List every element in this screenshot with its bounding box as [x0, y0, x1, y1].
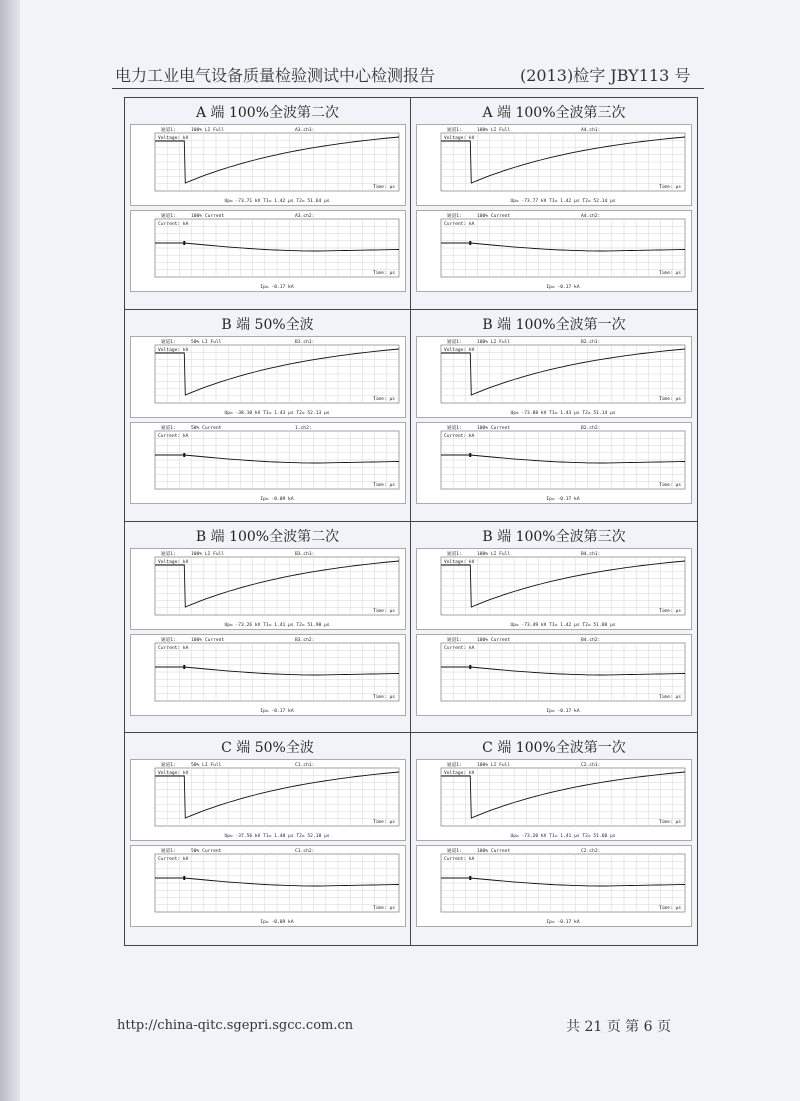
time-unit-label: Time: μs — [372, 608, 395, 614]
time-unit-label: Time: μs — [372, 482, 395, 488]
record-label: 通道1: — [447, 339, 462, 345]
record-label: 通道1: — [447, 849, 462, 855]
record-name: 100% Current — [477, 849, 511, 855]
channel-label: A3.ch1: — [295, 128, 315, 133]
measurement-readout: Up= -73.71 kV T1= 1.42 μs T2= 51.64 μs — [224, 199, 330, 204]
test-title: B 端 100%全波第一次 — [482, 316, 626, 333]
report-title: 电力工业电气设备质量检验测试中心检测报告 — [115, 66, 436, 85]
test-cell — [125, 733, 411, 945]
record-label: 通道1: — [447, 214, 462, 219]
plot-grid — [155, 219, 399, 277]
channel-label: A3.ch2: — [295, 214, 315, 219]
voltage-plot — [416, 548, 692, 630]
time-unit-label: Time: μs — [372, 820, 395, 826]
unit-label: Current: kA — [444, 433, 475, 439]
channel-label: C1.ch1: — [295, 763, 315, 769]
record-label: 通道1: — [161, 849, 176, 855]
measurement-readout: Ip= -0.17 kA — [260, 285, 294, 290]
plot-grid — [155, 557, 399, 615]
channel-label: A4.ch2: — [581, 214, 601, 219]
footer-page-number: 共 21 页 第 6 页 — [566, 1019, 671, 1035]
channel-label: B2.ch1: — [581, 339, 601, 345]
record-label: 通道1: — [161, 339, 176, 345]
record-label: 通道1: — [447, 128, 462, 133]
test-cell — [125, 98, 411, 310]
unit-label: Voltage: kV — [158, 559, 189, 565]
cursor-marker — [469, 876, 471, 880]
measurement-readout: Up= -73.20 kV T1= 1.41 μs T2= 51.60 μs — [510, 834, 616, 840]
measurement-readout: Ip= -0.17 kA — [546, 708, 580, 714]
unit-label: Current: kA — [158, 222, 189, 227]
unit-label: Voltage: kV — [158, 347, 189, 353]
record-name: 100% LI Full — [191, 128, 225, 133]
plot-grid — [155, 345, 399, 403]
time-unit-label: Time: μs — [372, 694, 395, 700]
record-name: 50% Current — [191, 425, 222, 431]
cursor-marker — [469, 453, 471, 457]
unit-label: Current: kA — [444, 645, 475, 651]
channel-label: B4.ch2: — [581, 637, 601, 643]
record-label: 通道1: — [161, 214, 176, 219]
measurement-readout: Up= -37.56 kV T1= 1.40 μs T2= 52.18 μs — [224, 834, 330, 840]
current-plot — [130, 210, 406, 292]
measurement-readout: Up= -73.77 kV T1= 1.42 μs T2= 52.14 μs — [510, 199, 616, 204]
record-label: 通道1: — [447, 425, 462, 431]
test-cell — [411, 522, 697, 734]
plot-grid — [441, 219, 685, 277]
plot-grid — [155, 854, 399, 912]
voltage-plot — [416, 336, 692, 418]
cursor-marker — [469, 665, 471, 669]
time-unit-label: Time: μs — [658, 608, 681, 614]
voltage-plot — [130, 759, 406, 841]
cursor-marker — [183, 241, 185, 245]
test-title: C 端 100%全波第一次 — [482, 740, 626, 757]
current-plot — [130, 634, 406, 716]
record-name: 100% LI Full — [191, 551, 225, 557]
test-cell — [411, 733, 697, 945]
cursor-marker — [469, 241, 471, 245]
record-label: 通道1: — [161, 551, 176, 557]
measurement-readout: Ip= -0.17 kA — [546, 496, 580, 502]
current-plot — [416, 845, 692, 927]
current-plot — [416, 634, 692, 716]
unit-label: Current: kA — [158, 433, 189, 439]
footer-url[interactable]: http://china-qitc.sgepri.sgcc.com.cn — [117, 1018, 354, 1033]
channel-label: B2.ch2: — [581, 425, 601, 431]
plot-grid — [441, 431, 685, 489]
measurement-readout: Ip= -0.09 kA — [260, 920, 294, 926]
record-name: 100% Current — [477, 214, 511, 219]
time-unit-label: Time: μs — [372, 185, 395, 190]
header-rule — [112, 88, 704, 89]
test-title: B 端 50%全波 — [221, 316, 314, 333]
measurement-readout: Ip= -0.17 kA — [546, 920, 580, 926]
current-plot — [130, 422, 406, 504]
time-unit-label: Time: μs — [658, 271, 681, 276]
time-unit-label: Time: μs — [658, 185, 681, 190]
current-plot — [416, 210, 692, 292]
record-label: 通道1: — [447, 763, 462, 769]
unit-label: Current: kA — [158, 857, 189, 863]
test-cell — [125, 522, 411, 734]
voltage-plot — [130, 336, 406, 418]
time-unit-label: Time: μs — [658, 906, 681, 912]
unit-label: Voltage: kV — [444, 347, 475, 353]
record-name: 100% Current — [477, 425, 511, 431]
record-label: 通道1: — [447, 637, 462, 643]
record-name: 100% Current — [477, 637, 511, 643]
channel-label: 1.ch2: — [295, 425, 312, 431]
book-spine — [0, 0, 20, 1101]
record-label: 通道1: — [161, 128, 176, 133]
record-name: 100% Current — [191, 637, 225, 643]
unit-label: Voltage: kV — [158, 136, 189, 141]
cursor-marker — [183, 665, 185, 669]
channel-label: B3.ch2: — [295, 637, 315, 643]
unit-label: Current: kA — [444, 222, 475, 227]
report-number: (2013)检字 JBY113 号 — [520, 66, 691, 85]
unit-label: Voltage: kV — [444, 559, 475, 565]
plot-grid — [155, 431, 399, 489]
unit-label: Voltage: kV — [444, 771, 475, 777]
test-title: B 端 100%全波第二次 — [195, 528, 340, 545]
channel-label: C2.ch1: — [581, 763, 601, 769]
measurement-readout: Ip= -0.17 kA — [546, 285, 580, 290]
time-unit-label: Time: μs — [658, 820, 681, 826]
record-name: 50% Current — [191, 849, 222, 855]
unit-label: Voltage: kV — [444, 136, 475, 141]
measurement-readout: Ip= -0.17 kA — [260, 708, 294, 714]
channel-label: B3.ch1: — [295, 551, 315, 557]
cursor-marker — [183, 876, 185, 880]
plot-grid — [441, 768, 685, 826]
channel-label: B1.ch1: — [295, 339, 315, 345]
record-label: 通道1: — [161, 425, 176, 431]
time-unit-label: Time: μs — [372, 271, 395, 276]
channel-label: B4.ch1: — [581, 551, 601, 557]
record-name: 100% LI Full — [477, 128, 511, 133]
plot-grid — [155, 133, 399, 191]
unit-label: Current: kA — [158, 645, 189, 651]
waveform-table — [124, 97, 698, 946]
plot-grid — [441, 345, 685, 403]
test-cell — [125, 310, 411, 522]
cursor-marker — [183, 453, 185, 457]
test-cell — [411, 310, 697, 522]
test-title: A 端 100%全波第三次 — [482, 105, 626, 121]
unit-label: Current: kA — [444, 857, 475, 863]
plot-grid — [441, 643, 685, 701]
plot-grid — [155, 768, 399, 826]
plot-grid — [441, 557, 685, 615]
record-label: 通道1: — [161, 637, 176, 643]
record-name: 100% LI Full — [477, 551, 511, 557]
time-unit-label: Time: μs — [658, 694, 681, 700]
measurement-readout: Up= -73.49 kV T1= 1.42 μs T2= 51.88 μs — [510, 622, 616, 628]
record-label: 通道1: — [447, 551, 462, 557]
time-unit-label: Time: μs — [658, 396, 681, 402]
test-cell — [411, 98, 697, 310]
time-unit-label: Time: μs — [372, 906, 395, 912]
test-title: B 端 100%全波第三次 — [482, 528, 626, 545]
current-plot — [416, 422, 692, 504]
plot-grid — [155, 643, 399, 701]
time-unit-label: Time: μs — [372, 396, 395, 402]
channel-label: C2.ch2: — [581, 849, 601, 855]
measurement-readout: Ip= -0.09 kA — [260, 496, 294, 502]
channel-label: C1.ch2: — [295, 849, 315, 855]
voltage-plot — [130, 124, 406, 206]
record-name: 100% LI Full — [477, 763, 511, 769]
record-name: 50% LI Full — [191, 339, 222, 345]
test-title: C 端 50%全波 — [221, 740, 314, 757]
channel-label: A4.ch1: — [581, 128, 601, 133]
plot-grid — [441, 133, 685, 191]
record-label: 通道1: — [161, 763, 176, 769]
record-name: 100% Current — [191, 214, 225, 219]
measurement-readout: Up= -73.26 kV T1= 1.41 μs T2= 51.98 μs — [224, 622, 330, 628]
time-unit-label: Time: μs — [658, 482, 681, 488]
unit-label: Voltage: kV — [158, 771, 189, 777]
voltage-plot — [130, 548, 406, 630]
current-plot — [130, 845, 406, 927]
plot-grid — [441, 854, 685, 912]
measurement-readout: Up= -73.88 kV T1= 1.43 μs T2= 51.14 μs — [510, 410, 616, 416]
record-name: 50% LI Full — [191, 763, 222, 769]
voltage-plot — [416, 124, 692, 206]
measurement-readout: Up= -38.10 kV T1= 1.43 μs T2= 52.13 μs — [224, 410, 330, 416]
record-name: 100% LI Full — [477, 339, 511, 345]
test-title: A 端 100%全波第二次 — [195, 105, 340, 121]
voltage-plot — [416, 759, 692, 841]
